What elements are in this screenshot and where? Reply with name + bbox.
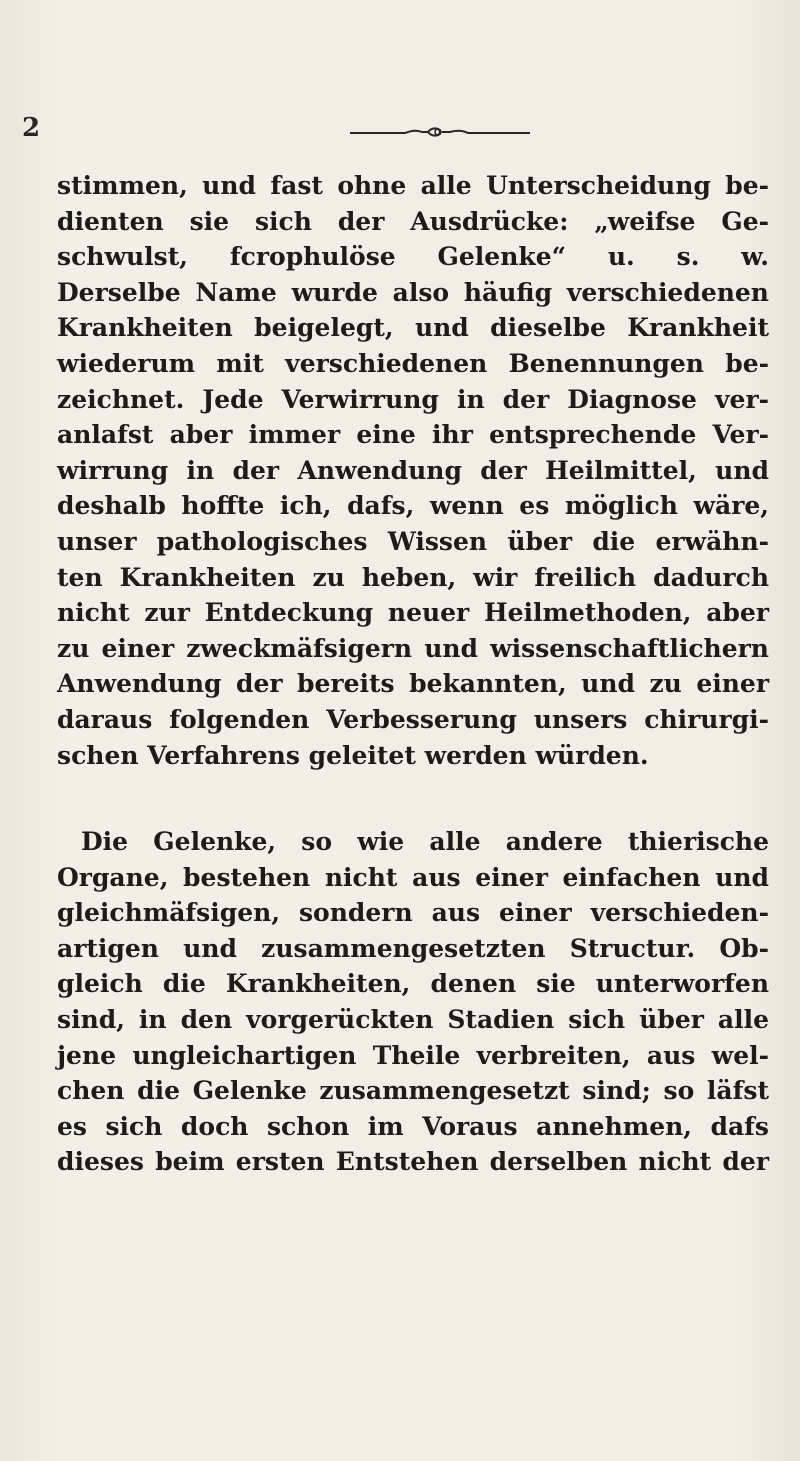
- text-line: gleich die Krankheiten, denen sie unterworfen: [57, 969, 769, 999]
- body-text: [57, 168, 769, 1180]
- text-line: stimmen, und fast ohne alle Unterscheidung be-: [57, 171, 769, 200]
- text-line: wiederum mit verschiedenen Benennungen be-: [57, 348, 769, 378]
- text-line: es sich doch schon im Voraus annehmen, dafs: [57, 1111, 769, 1141]
- text-line: Anwendung der bereits bekannten, und zu einer: [57, 669, 769, 699]
- text-line: dieses beim ersten Entstehen derselben nicht der: [57, 1147, 769, 1177]
- text-line: sind, in den vorgerückten Stadien sich über alle: [57, 1005, 769, 1035]
- text-line: unser pathologisches Wissen über die erwähn-: [57, 526, 769, 556]
- text-line: daraus folgenden Verbesserung unsers chirurgi-: [57, 704, 769, 734]
- text-line: Derselbe Name wurde also häufig verschiedenen: [57, 277, 769, 307]
- text-line: chen die Gelenke zusammengesetzt sind; so läfst: [57, 1076, 769, 1106]
- text-line: Krankheiten beigelegt, und dieselbe Krankheit: [57, 313, 769, 343]
- paragraph-2: [57, 824, 769, 1180]
- ornament-rule-icon: [350, 126, 530, 138]
- paragraph-gap: [57, 773, 769, 824]
- text-line: wirrung in der Anwendung der Heilmittel, und: [57, 455, 769, 485]
- text-line: nicht zur Entdeckung neuer Heilmethoden, aber: [57, 598, 769, 628]
- page-number: 2: [22, 113, 41, 143]
- text-line: zeichnet. Jede Verwirrung in der Diagnose ver-: [57, 384, 769, 414]
- paragraph-1: [57, 168, 769, 773]
- text-line: ten Krankheiten zu heben, wir freilich dadurch: [57, 562, 769, 592]
- text-line: Die Gelenke, so wie alle andere thierische: [81, 827, 769, 857]
- text-line: schwulst, fcrophulöse Gelenke“ u. s. w.: [57, 242, 769, 272]
- text-line: dienten sie sich der Ausdrücke: „weifse Ge-: [57, 206, 769, 236]
- text-line: anlafst aber immer eine ihr entsprechende Ver-: [57, 420, 769, 450]
- text-line: zu einer zweckmäfsigern und wissenschaftlichern: [57, 633, 769, 663]
- text-line: deshalb hoffte ich, dafs, wenn es möglich wäre,: [57, 491, 769, 521]
- text-line: schen Verfahrens geleitet werden würden.: [57, 740, 649, 770]
- text-line: artigen und zusammengesetzten Structur. Ob-: [57, 933, 769, 963]
- text-line: gleichmäfsigen, sondern aus einer verschieden-: [57, 898, 769, 928]
- text-line: Organe, bestehen nicht aus einer einfachen und: [57, 862, 769, 892]
- text-line: jene ungleichartigen Theile verbreiten, aus wel-: [57, 1040, 769, 1070]
